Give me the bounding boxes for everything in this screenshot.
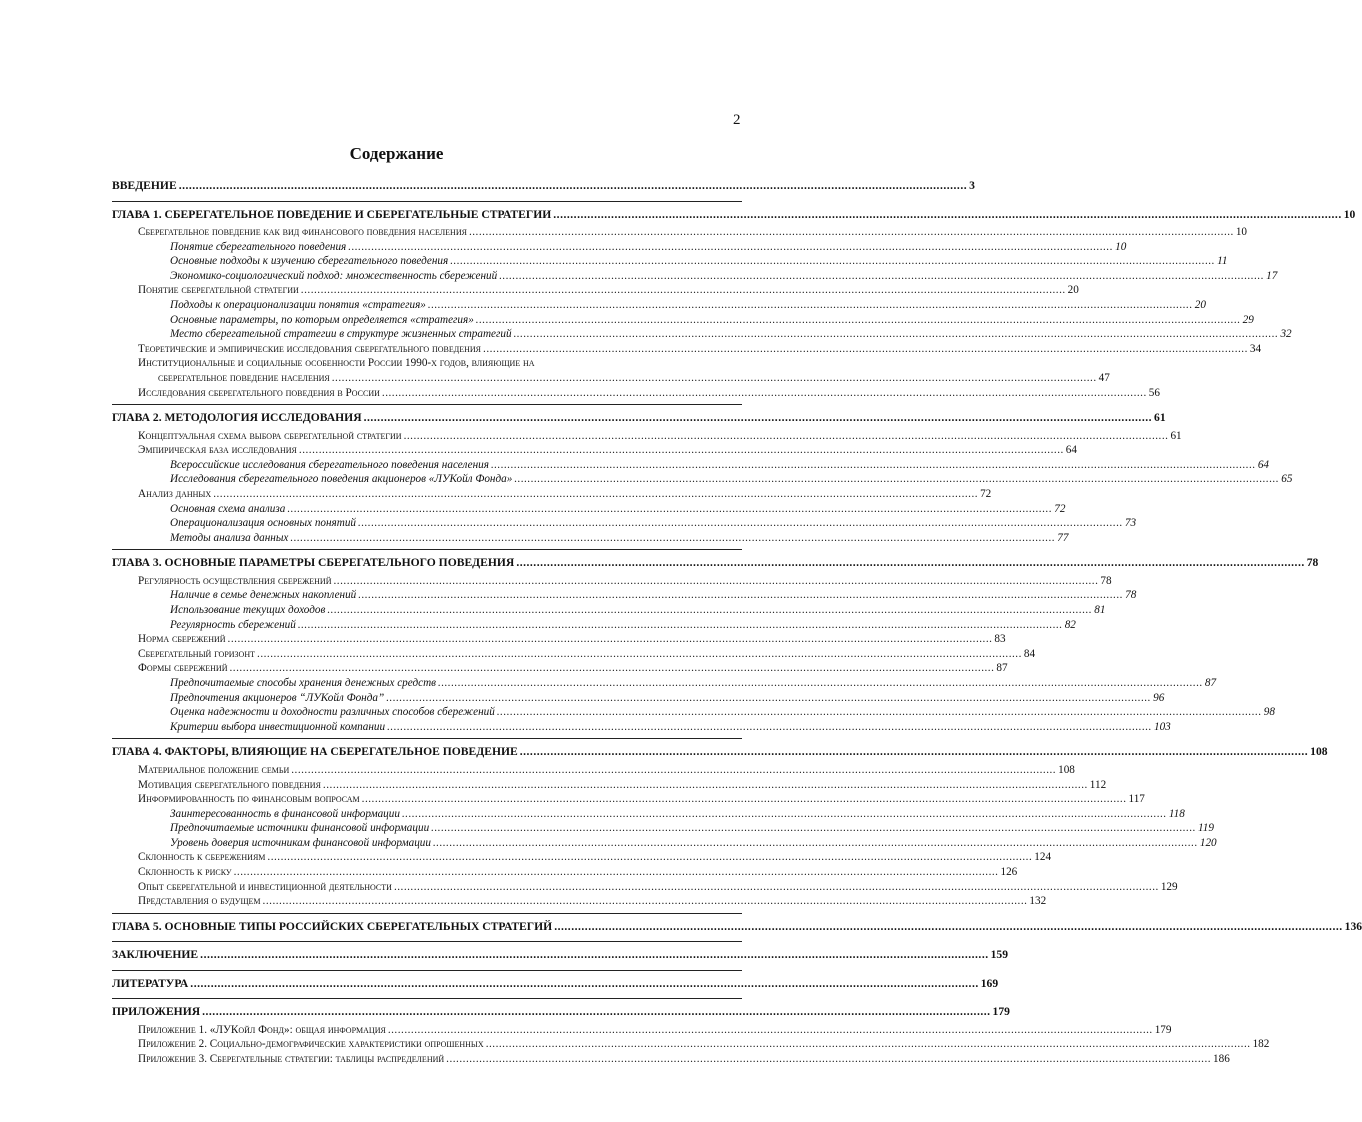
toc-leader-dots [301,283,1066,298]
toc-entry-title: Сберегательное поведение как вид финансового поведения населения [138,226,467,238]
toc-leader-dots [514,472,1279,487]
toc-leader-dots [520,742,1308,763]
toc-page-number: 78 [1306,556,1319,570]
toc-leader-dots [428,298,1193,313]
toc-entry-title: Анализ данных [138,488,212,500]
toc-entry[interactable] [112,807,1185,822]
toc-entry-title: Склонность к риску [138,866,232,879]
toc-chapter-entry[interactable] [112,549,1319,574]
toc-entry[interactable] [112,894,1047,909]
toc-page-number: 186 [1213,1053,1230,1066]
toc-entry-title: Концептуальная схема выбора сберегательной стратегии [138,429,402,442]
toc-entry-title: Эмпирическая база исследования [138,444,297,457]
toc-page-number: 84 [1023,647,1036,660]
toc-leader-dots [394,880,1159,895]
toc-entry[interactable] [112,632,1006,647]
toc-entry[interactable] [112,792,1145,807]
toc-leader-dots [554,917,1342,938]
page-title: Содержание [349,144,444,163]
toc-leader-dots [348,240,1113,255]
toc-page-number: 11 [1217,255,1228,268]
toc-leader-dots [446,1052,1211,1067]
toc-entry[interactable] [112,356,742,371]
toc-page-number: 179 [992,1005,1010,1019]
toc-leader-dots [334,574,1099,589]
toc-chapter-entry[interactable] [112,913,1362,938]
toc-page-number: 78 [1100,574,1112,587]
toc-entry-title: Экономико-социологический подход: множественность сбережений [170,269,498,282]
toc-page-number: 169 [980,976,999,990]
toc-page-number: 103 [1153,720,1171,733]
toc-entry[interactable] [112,443,1077,458]
toc-leader-dots [234,865,999,880]
toc-entry[interactable] [112,778,1107,793]
toc-page-number: 3 [969,179,975,192]
toc-entry-title: Понятие сберегательной стратегии [138,284,299,297]
toc-leader-dots [332,371,1097,386]
toc-entry-title: Теоретические и эмпирические исследования сберегательного поведения [138,342,482,355]
toc-entry-title: Регулярность осуществления сбережений [138,574,332,587]
toc-page-number: 108 [1058,763,1075,776]
toc-entry-title: Регулярность сбережений [170,618,296,631]
toc-page-number: 87 [1204,677,1217,690]
toc-leader-dots [358,588,1123,603]
toc-leader-dots [388,1023,1153,1038]
toc-entry[interactable] [112,240,1127,255]
toc-leader-dots [267,850,1032,865]
toc-entry[interactable] [112,647,1036,662]
toc-entry[interactable] [112,458,1269,473]
toc-entry-title: Методы анализа данных [170,531,289,544]
toc-chapter-entry[interactable] [112,201,1356,226]
toc-leader-dots [228,632,993,647]
toc-leader-dots [323,778,1088,793]
toc-entry[interactable] [112,502,1066,517]
toc-page-number: 73 [1124,517,1137,530]
toc-leader-dots [290,531,1055,546]
toc-leader-dots [433,836,1198,851]
toc-entry-title: Исследования сберегательного поведения в России [138,386,380,399]
toc-entry-title: Использование текущих доходов [170,604,326,617]
toc-page-number: 20 [1067,284,1079,297]
toc-leader-dots [257,647,1022,662]
toc-leader-dots [514,327,1279,342]
toc-chapter-entry[interactable] [112,176,975,197]
toc-entry-title: ГЛАВА 2. МЕТОДОЛОГИЯ ИССЛЕДОВАНИЯ [112,411,362,425]
toc-entry-title: Операционализация основных понятий [170,517,357,530]
toc-page-number: 72 [980,488,992,500]
toc-leader-dots [404,429,1169,444]
toc-leader-dots [387,720,1152,735]
toc-leader-dots [263,894,1028,909]
toc-entry-title: Представления о будущем [138,895,261,908]
toc-chapter-entry[interactable] [112,738,1328,763]
toc-entry-title: Предпочитаемые источники финансовой информации [170,822,430,835]
toc-entry-title: Место сберегательной стратегии в структуре жизненных стратегий [170,328,512,341]
table-of-contents [112,176,1362,1067]
toc-leader-dots [291,763,1056,778]
toc-leader-dots [382,386,1147,401]
toc-entry-title: Основные подходы к изучению сберегательного поведения [170,255,449,268]
toc-entry-title: Склонность к сбережениям [138,851,266,864]
toc-page-number: 179 [1154,1023,1172,1036]
toc-entry[interactable] [112,836,1217,851]
toc-leader-dots [287,502,1052,517]
toc-entry-title: Приложение 2. Социально-демографические характеристики опрошенных [138,1038,484,1051]
toc-entry-title: Наличие в семье денежных накоплений [170,589,357,602]
toc-page-number: 47 [1098,371,1110,384]
toc-page-number: 72 [1054,502,1066,515]
toc-chapter-entry[interactable] [112,998,1010,1023]
toc-page-number: 34 [1249,342,1262,355]
toc-chapter-entry[interactable] [112,404,1166,429]
toc-leader-dots [202,1002,990,1023]
toc-leader-dots [450,254,1215,269]
toc-entry-title: Опыт сберегательной и инвестиционной деятельности [138,880,392,893]
toc-entry[interactable] [112,850,1052,865]
toc-leader-dots [298,618,1063,633]
toc-entry-title: Норма сбережений [138,633,226,646]
toc-leader-dots [469,225,1234,240]
toc-leader-dots [362,792,1127,807]
toc-entry[interactable] [112,676,1217,691]
toc-entry-title: Всероссийские исследования сберегательного поведения населения [170,458,489,471]
toc-entry-title: ГЛАВА 3. ОСНОВНЫЕ ПАРАМЕТРЫ СБЕРЕГАТЕЛЬНОГО ПОВЕДЕНИЯ [112,556,515,570]
toc-entry[interactable] [112,429,1182,444]
toc-leader-dots [431,821,1196,836]
toc-entry-title: Мотивация сберегательного поведения [138,778,321,791]
toc-entry-title: Критерии выбора инвестиционной компании [170,720,386,733]
toc-entry-title: Основная схема анализа [170,502,286,515]
toc-entry-title: Подходы к операционализации понятия «стратегия» [170,298,426,311]
toc-entry[interactable] [112,298,1206,313]
toc-leader-dots [486,1037,1251,1052]
toc-page-number: 159 [990,948,1008,962]
toc-entry-continuation[interactable] [112,371,1110,386]
toc-entry-title: Оценка надежности и доходности различных способов сбережений [170,706,495,719]
toc-entry-title: Уровень доверия источникам финансовой информации [170,836,431,849]
toc-entry-title: Исследования сберегательного поведения акционеров «ЛУКойл Фонда» [170,473,513,486]
toc-page-number: 119 [1198,822,1214,835]
toc-entry[interactable] [112,313,1254,328]
toc-page-number: 29 [1242,313,1254,326]
toc-leader-dots [499,269,1264,284]
toc-entry-title: ГЛАВА 4. ФАКТОРЫ, ВЛИЯЮЩИЕ НА СБЕРЕГАТЕЛЬНОЕ ПОВЕДЕНИЕ [112,745,518,759]
toc-entry[interactable] [112,574,1112,589]
toc-entry-title: ГЛАВА 1. СБЕРЕГАТЕЛЬНОЕ ПОВЕДЕНИЕ И СБЕРЕГАТЕЛЬНЫЕ СТРАТЕГИИ [112,207,552,221]
toc-page-number: 120 [1199,836,1217,849]
toc-page-number: 64 [1065,444,1077,457]
toc-entry-title: ВВЕДЕНИЕ [112,179,177,192]
toc-entry[interactable] [112,472,1293,487]
toc-leader-dots [516,553,1304,574]
toc-page-number: 126 [1000,866,1018,879]
toc-page-number: 65 [1281,473,1293,486]
toc-page-number: 118 [1168,807,1185,820]
toc-entry-title: Понятие сберегательного поведения [170,240,347,253]
toc-entry[interactable] [112,1023,1172,1038]
toc-leader-dots [402,807,1167,822]
toc-page-number: 82 [1064,618,1076,631]
toc-entry-title: Материальное положение семьи [138,763,290,776]
toc-leader-dots [553,205,1341,226]
toc-page-number: 17 [1266,269,1278,282]
toc-leader-dots [483,342,1248,357]
toc-page-number: 78 [1125,589,1137,602]
toc-leader-dots [438,676,1203,691]
toc-page-number: 81 [1094,604,1106,617]
toc-entry[interactable] [112,386,1160,401]
toc-entry-title: Приложение 1. «ЛУКойл Фонд»: общая информация [138,1023,386,1036]
toc-entry-title: Предпочтения акционеров “ЛУКойл Фонда” [170,691,385,704]
toc-entry-title: Заинтересованность в финансовой информации [170,807,400,820]
toc-entry-title: сберегательное поведение населения [158,371,330,384]
toc-page-number: 83 [994,633,1006,646]
toc-entry[interactable] [112,880,1178,895]
toc-page-number: 10 [1343,207,1356,221]
toc-leader-dots [179,176,967,197]
toc-entry[interactable] [112,269,1278,284]
toc-entry[interactable] [112,705,1275,720]
toc-entry[interactable] [112,1037,1270,1052]
toc-page-number: 98 [1263,706,1275,719]
toc-page-number: 132 [1029,895,1047,908]
toc-entry[interactable] [112,327,1292,342]
toc-chapter-entry[interactable] [112,941,1008,966]
toc-entry[interactable] [112,691,1165,706]
toc-entry[interactable] [112,225,1248,240]
toc-entry-title: ГЛАВА 5. ОСНОВНЫЕ ТИПЫ РОССИЙСКИХ СБЕРЕГАТЕЛЬНЫХ СТРАТЕГИЙ [112,919,553,933]
toc-page-number: 117 [1128,793,1145,806]
toc-leader-dots [386,691,1151,706]
toc-entry-title: Формы сбережений [138,662,228,675]
toc-entry-title: ПРИЛОЖЕНИЯ [112,1005,201,1019]
toc-page-number: 108 [1310,745,1328,759]
toc-page-number: 20 [1194,298,1206,311]
toc-leader-dots [200,945,988,966]
toc-page-number: 32 [1280,328,1292,341]
toc-leader-dots [230,661,995,676]
toc-entry[interactable] [112,821,1214,836]
toc-entry[interactable] [112,865,1018,880]
toc-leader-dots [190,974,978,995]
toc-chapter-entry[interactable] [112,970,999,995]
toc-entry[interactable] [112,342,1262,357]
toc-page-number: 136 [1344,919,1362,933]
toc-leader-dots [497,705,1262,720]
toc-entry[interactable] [112,661,1008,676]
toc-entry[interactable] [112,588,1137,603]
toc-leader-dots [358,516,1123,531]
toc-entry[interactable] [112,720,1171,735]
toc-entry[interactable] [112,516,1137,531]
toc-entry-title: Приложение 3. Сберегательные стратегии: таблицы распределений [138,1053,445,1066]
toc-page-number: 182 [1252,1038,1270,1051]
toc-leader-dots [491,458,1256,473]
toc-entry-title: Институциональные и социальные особенности России 1990-х годов, влияющие на [138,357,535,370]
toc-entry[interactable] [112,618,1076,633]
toc-entry[interactable] [112,1052,1230,1067]
toc-page-number: 112 [1089,778,1107,791]
toc-leader-dots [364,408,1152,429]
toc-entry-title: Информированность по финансовым вопросам [138,793,360,806]
toc-leader-dots [476,313,1241,328]
toc-entry-title: Сберегательный горизонт [138,647,256,660]
toc-leader-dots [299,443,1064,458]
toc-entry-title: ЗАКЛЮЧЕНИЕ [112,948,199,962]
toc-page-number: 87 [996,662,1008,675]
toc-entry-title: Предпочитаемые способы хранения денежных средств [170,677,437,690]
toc-page-number: 96 [1153,691,1165,704]
toc-entry[interactable] [112,283,1079,298]
toc-entry[interactable] [112,487,992,502]
toc-page-number: 124 [1034,851,1052,864]
toc-page-number: 61 [1170,429,1182,442]
toc-entry[interactable] [112,603,1106,618]
toc-leader-dots [213,487,978,502]
page-number: 2 [733,112,741,128]
toc-entry[interactable] [112,763,1075,778]
toc-page-number: 61 [1154,411,1166,425]
toc-page-number: 77 [1057,531,1069,544]
toc-entry-title: ЛИТЕРАТУРА [112,976,189,990]
toc-entry-title: Основные параметры, по которым определяется «стратегия» [170,313,474,326]
toc-page-number: 10 [1115,240,1127,253]
toc-page-number: 10 [1235,226,1248,238]
toc-entry[interactable] [112,254,1228,269]
toc-page-number: 129 [1160,880,1178,893]
toc-leader-dots [327,603,1092,618]
toc-page-number: 64 [1257,458,1269,471]
toc-entry[interactable] [112,531,1069,546]
toc-page-number: 56 [1148,386,1160,399]
